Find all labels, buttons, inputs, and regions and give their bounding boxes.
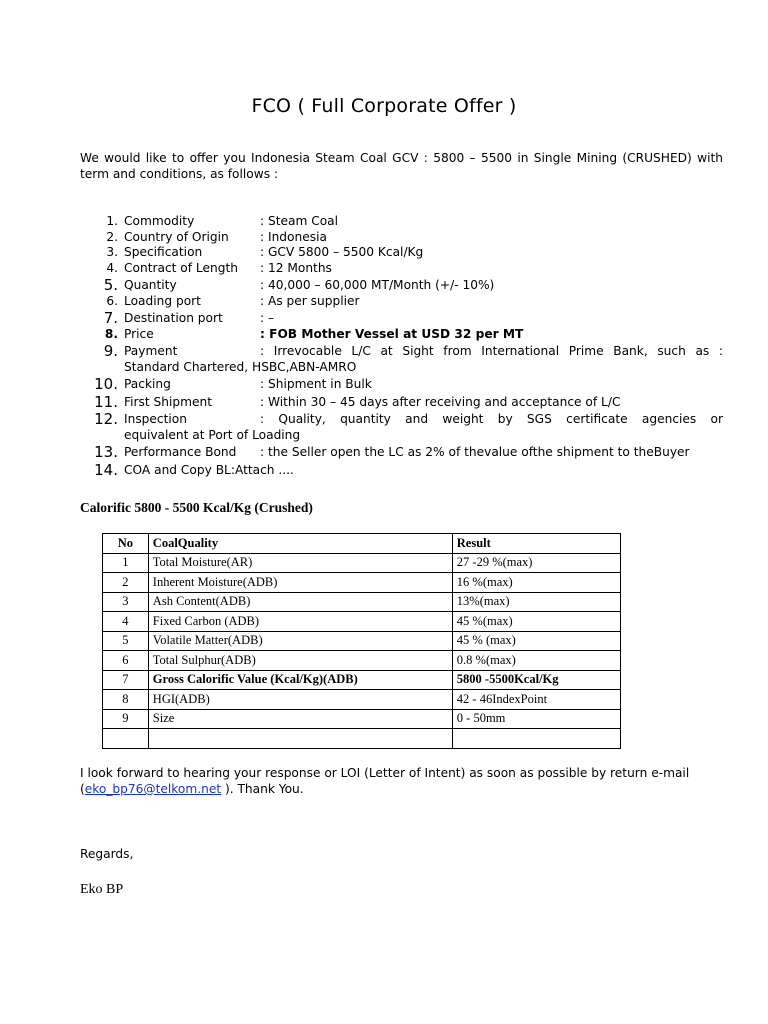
cell-no: 2 bbox=[103, 573, 149, 593]
term-number: 14. bbox=[94, 460, 118, 479]
cell-coal-quality: Gross Calorific Value (Kcal/Kg)(ADB) bbox=[148, 670, 452, 690]
term-number: 4. bbox=[106, 260, 118, 275]
closing-text-end: ). Thank You. bbox=[221, 782, 304, 796]
term-label: Packing bbox=[124, 377, 171, 391]
table-row bbox=[103, 631, 621, 651]
column-header-result: Result bbox=[452, 534, 620, 554]
cell-no: 3 bbox=[103, 592, 149, 612]
term-item bbox=[80, 278, 723, 294]
term-label: Specification bbox=[124, 245, 203, 259]
term-item bbox=[80, 327, 723, 343]
coal-quality-table bbox=[102, 533, 621, 749]
cell-no: 4 bbox=[103, 612, 149, 632]
cell-coal-quality: Fixed Carbon (ADB) bbox=[148, 612, 452, 632]
cell-no: 9 bbox=[103, 709, 149, 729]
table-row bbox=[103, 573, 621, 593]
cell-result: 45 %(max) bbox=[452, 612, 620, 632]
term-number: 10. bbox=[94, 375, 118, 393]
table-row bbox=[103, 709, 621, 729]
cell-result: 13%(max) bbox=[452, 592, 620, 612]
cell-no bbox=[103, 729, 149, 749]
term-number: 1. bbox=[106, 214, 118, 228]
term-item bbox=[80, 214, 723, 230]
term-number: 11. bbox=[94, 392, 118, 411]
term-label: Loading port bbox=[124, 293, 201, 308]
term-value: : – bbox=[260, 311, 275, 325]
cell-coal-quality: Ash Content(ADB) bbox=[148, 592, 452, 612]
term-label: Contract of Length bbox=[124, 260, 238, 275]
cell-coal-quality: Inherent Moisture(ADB) bbox=[148, 573, 452, 593]
term-value: : Steam Coal bbox=[260, 214, 339, 228]
term-number: 12. bbox=[94, 410, 118, 428]
term-value: : Indonesia bbox=[260, 229, 327, 244]
cell-no: 1 bbox=[103, 553, 149, 573]
cell-result bbox=[452, 729, 620, 749]
cell-coal-quality: Total Sulphur(ADB) bbox=[148, 651, 452, 671]
term-value: : 40,000 – 60,000 MT/Month (+/- 10%) bbox=[260, 278, 495, 292]
closing-paragraph bbox=[80, 765, 723, 797]
term-item bbox=[80, 412, 723, 443]
cell-coal-quality: Size bbox=[148, 709, 452, 729]
table-row bbox=[103, 592, 621, 612]
term-value: : 12 Months bbox=[260, 260, 332, 275]
term-number: 6. bbox=[106, 293, 118, 308]
cell-result: 27 -29 %(max) bbox=[452, 553, 620, 573]
cell-no: 8 bbox=[103, 690, 149, 710]
term-value: : As per supplier bbox=[260, 293, 360, 308]
term-value: : Quality, quantity and weight by SGS certificate agencies or bbox=[260, 412, 723, 426]
table-row bbox=[103, 729, 621, 749]
term-item bbox=[80, 311, 723, 327]
cell-no: 6 bbox=[103, 651, 149, 671]
cell-result: 0.8 %(max) bbox=[452, 651, 620, 671]
cell-result: 42 - 46IndexPoint bbox=[452, 690, 620, 710]
term-label: Payment bbox=[124, 344, 178, 358]
term-label: Quantity bbox=[124, 278, 177, 292]
term-value: : Shipment in Bulk bbox=[260, 377, 372, 391]
intro-paragraph: We would like to offer you Indonesia Steam Coal GCV : 5800 – 5500 in Single Mining (CRUSHED) with term and conditions, as follows : bbox=[80, 151, 723, 181]
cell-coal-quality bbox=[148, 729, 452, 749]
table-row bbox=[103, 651, 621, 671]
term-label: Commodity bbox=[124, 214, 195, 228]
term-value-continued: Standard Chartered, HSBC,ABN-AMRO bbox=[124, 359, 357, 374]
table-row bbox=[103, 612, 621, 632]
term-number: 2. bbox=[106, 229, 118, 244]
term-label: First Shipment bbox=[124, 394, 212, 409]
cell-result: 0 - 50mm bbox=[452, 709, 620, 729]
table-row bbox=[103, 553, 621, 573]
cell-no: 5 bbox=[103, 631, 149, 651]
term-item bbox=[80, 261, 723, 277]
term-label: Price bbox=[124, 326, 154, 341]
term-item bbox=[80, 230, 723, 246]
cell-result: 45 % (max) bbox=[452, 631, 620, 651]
terms-list bbox=[80, 214, 723, 478]
term-value: : FOB Mother Vessel at USD 32 per MT bbox=[260, 326, 524, 341]
term-number: 9. bbox=[103, 342, 118, 360]
term-value: : GCV 5800 – 5500 Kcal/Kg bbox=[260, 245, 424, 259]
term-number: 7. bbox=[103, 309, 118, 327]
term-value-continued: equivalent at Port of Loading bbox=[124, 427, 301, 442]
cell-result: 16 %(max) bbox=[452, 573, 620, 593]
table-row bbox=[103, 690, 621, 710]
term-value: : the Seller open the LC as 2% of thevalue ofthe shipment to theBuyer bbox=[260, 445, 690, 459]
term-item bbox=[80, 445, 723, 461]
cell-result: 5800 -5500Kcal/Kg bbox=[452, 670, 620, 690]
column-header-coal-quality: CoalQuality bbox=[148, 534, 452, 554]
section-heading: Calorific 5800 - 5500 Kcal/Kg (Crushed) bbox=[80, 500, 313, 515]
table-header-row bbox=[103, 534, 621, 554]
term-label: Performance Bond bbox=[124, 445, 237, 459]
term-item bbox=[80, 392, 723, 411]
term-number: 8. bbox=[104, 326, 118, 341]
cell-coal-quality: HGI(ADB) bbox=[148, 690, 452, 710]
table-row bbox=[103, 670, 621, 690]
signature-name: Eko BP bbox=[80, 882, 124, 897]
term-value: : Within 30 – 45 days after receiving and acceptance of L/C bbox=[260, 394, 621, 409]
term-item bbox=[80, 460, 723, 479]
column-header-no: No bbox=[103, 534, 149, 554]
term-label: Destination port bbox=[124, 311, 223, 325]
term-number: 3. bbox=[106, 245, 118, 259]
term-label: COA and Copy BL:Attach .... bbox=[124, 462, 294, 477]
term-label: Inspection bbox=[124, 412, 187, 426]
term-item bbox=[80, 245, 723, 261]
term-value: : Irrevocable L/C at Sight from International Prime Bank, such as : bbox=[260, 344, 723, 358]
cell-coal-quality: Total Moisture(AR) bbox=[148, 553, 452, 573]
term-item bbox=[80, 294, 723, 310]
term-label: Country of Origin bbox=[124, 229, 229, 244]
email-link[interactable]: eko_bp76@telkom.net bbox=[84, 782, 222, 796]
cell-no: 7 bbox=[103, 670, 149, 690]
term-number: 5. bbox=[103, 276, 118, 294]
cell-coal-quality: Volatile Matter(ADB) bbox=[148, 631, 452, 651]
term-item bbox=[80, 344, 723, 375]
page-title: FCO ( Full Corporate Offer ) bbox=[251, 95, 517, 117]
term-number: 13. bbox=[94, 443, 118, 461]
regards-text: Regards, bbox=[80, 847, 134, 861]
closing-text: I look forward to hearing your response or LOI (Letter of Intent) as soon as possible by return e-mail ( bbox=[80, 766, 690, 796]
term-item bbox=[80, 377, 723, 393]
